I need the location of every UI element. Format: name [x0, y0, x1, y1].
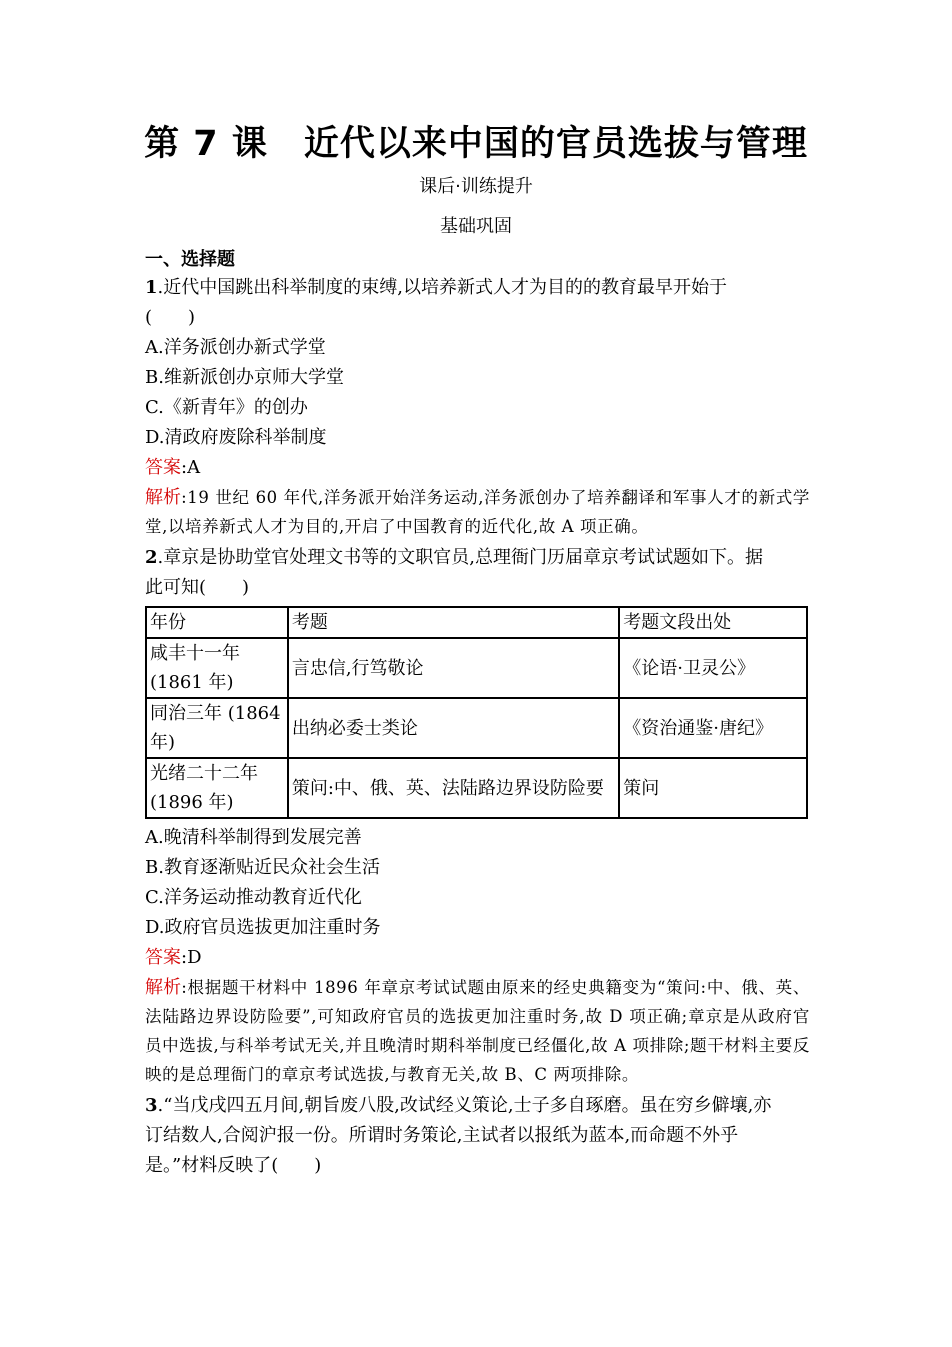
table-cell: 光绪二十二年 (1896 年) [146, 758, 288, 818]
table-cell: 出纳必委士类论 [288, 698, 619, 758]
table-header: 考题 [288, 607, 619, 638]
table-cell: 言忠信,行笃敬论 [288, 638, 619, 698]
q2-option-b: B.教育逐渐贴近民众社会生活 [145, 857, 380, 878]
table-row [146, 758, 807, 818]
q1-option-c: C.《新青年》的创办 [145, 397, 308, 418]
q1-answer-label: 答案 [145, 457, 181, 478]
q2-number: 2 [145, 547, 158, 568]
q2-explanation [145, 973, 810, 1089]
q3-stem [145, 1091, 810, 1121]
level-heading: 基础巩固 [440, 216, 512, 237]
q2-answer [145, 943, 810, 973]
q2-expl-label: 解析 [145, 977, 182, 998]
table-header: 考题文段出处 [619, 607, 807, 638]
q1-option-a: A.洋务派创办新式学堂 [145, 337, 326, 358]
q3-stem-line-3: 是。”材料反映了( ) [145, 1155, 322, 1176]
table-row [146, 638, 807, 698]
table-cell: 策问 [619, 758, 807, 818]
q2-stem [145, 543, 810, 573]
q3-stem-line-2: 订结数人,合阅沪报一份。所谓时务策论,主试者以报纸为蓝本,而命题不外乎 [145, 1125, 739, 1146]
lesson-title: 第 7 课 近代以来中国的官员选拔与管理 [144, 124, 808, 164]
q2-stem-text-1: .章京是协助堂官处理文书等的文职官员,总理衙门历届章京考试试题如下。据 [157, 547, 763, 568]
q2-expl-text: :根据题干材料中 1896 年章京考试试题由原来的经史典籍变为“策问:中、俄、英、法陆路边界设防险要”,可知政府官员的选拔更加注重时务,故 D 项正确;章京是从政府官员中选拔,与科举考试无关,并且晚清时期科举制度已经僵化,故 A 项排除;题干材料主要反映的是总理衙门的章京考试选拔,与教育无关,故 B、C 两项排除。 [145, 978, 810, 1084]
q1-number: 1 [145, 277, 158, 298]
table-cell: 策问:中、俄、英、法陆路边界设防险要 [288, 758, 619, 818]
q2-stem-line-2: 此可知( ) [145, 577, 250, 598]
q1-expl-label: 解析 [145, 487, 182, 508]
table-cell: 《论语·卫灵公》 [619, 638, 807, 698]
q1-explanation [145, 483, 810, 541]
table-header-row [146, 607, 807, 638]
question-body [145, 273, 810, 1181]
q1-expl-text: :19 世纪 60 年代,洋务派开始洋务运动,洋务派创办了培养翻译和军事人才的新式学堂,以培养新式人才为目的,开启了中国教育的近代化,故 A 项正确。 [145, 488, 810, 536]
q1-option-d: D.清政府废除科举制度 [145, 427, 327, 448]
q3-stem-text-1: .“当戊戌四五月间,朝旨废八股,改试经义策论,士子多自琢磨。虽在穷乡僻壤,亦 [157, 1095, 772, 1116]
exam-table [145, 606, 808, 819]
q1-paren: ( ) [145, 307, 196, 328]
q2-option-a: A.晚清科举制得到发展完善 [145, 827, 362, 848]
table-row [146, 698, 807, 758]
q3-number: 3 [145, 1095, 158, 1116]
q1-stem-text: .近代中国跳出科举制度的束缚,以培养新式人才为目的的教育最早开始于 [157, 277, 727, 298]
section-heading: 一、选择题 [145, 249, 235, 270]
table-cell: 同治三年 (1864 年) [146, 698, 288, 758]
q1-stem [145, 273, 810, 303]
q2-option-d: D.政府官员选拔更加注重时务 [145, 917, 381, 938]
q2-option-c: C.洋务运动推动教育近代化 [145, 887, 362, 908]
table-cell: 《资治通鉴·唐纪》 [619, 698, 807, 758]
q2-answer-value: :D [181, 947, 202, 968]
q1-answer [145, 453, 810, 483]
table-cell: 咸丰十一年 (1861 年) [146, 638, 288, 698]
q1-option-b: B.维新派创办京师大学堂 [145, 367, 344, 388]
q1-answer-value: :A [181, 457, 201, 478]
table-header: 年份 [146, 607, 288, 638]
q2-answer-label: 答案 [145, 947, 181, 968]
subtitle: 课后·训练提升 [419, 176, 533, 197]
